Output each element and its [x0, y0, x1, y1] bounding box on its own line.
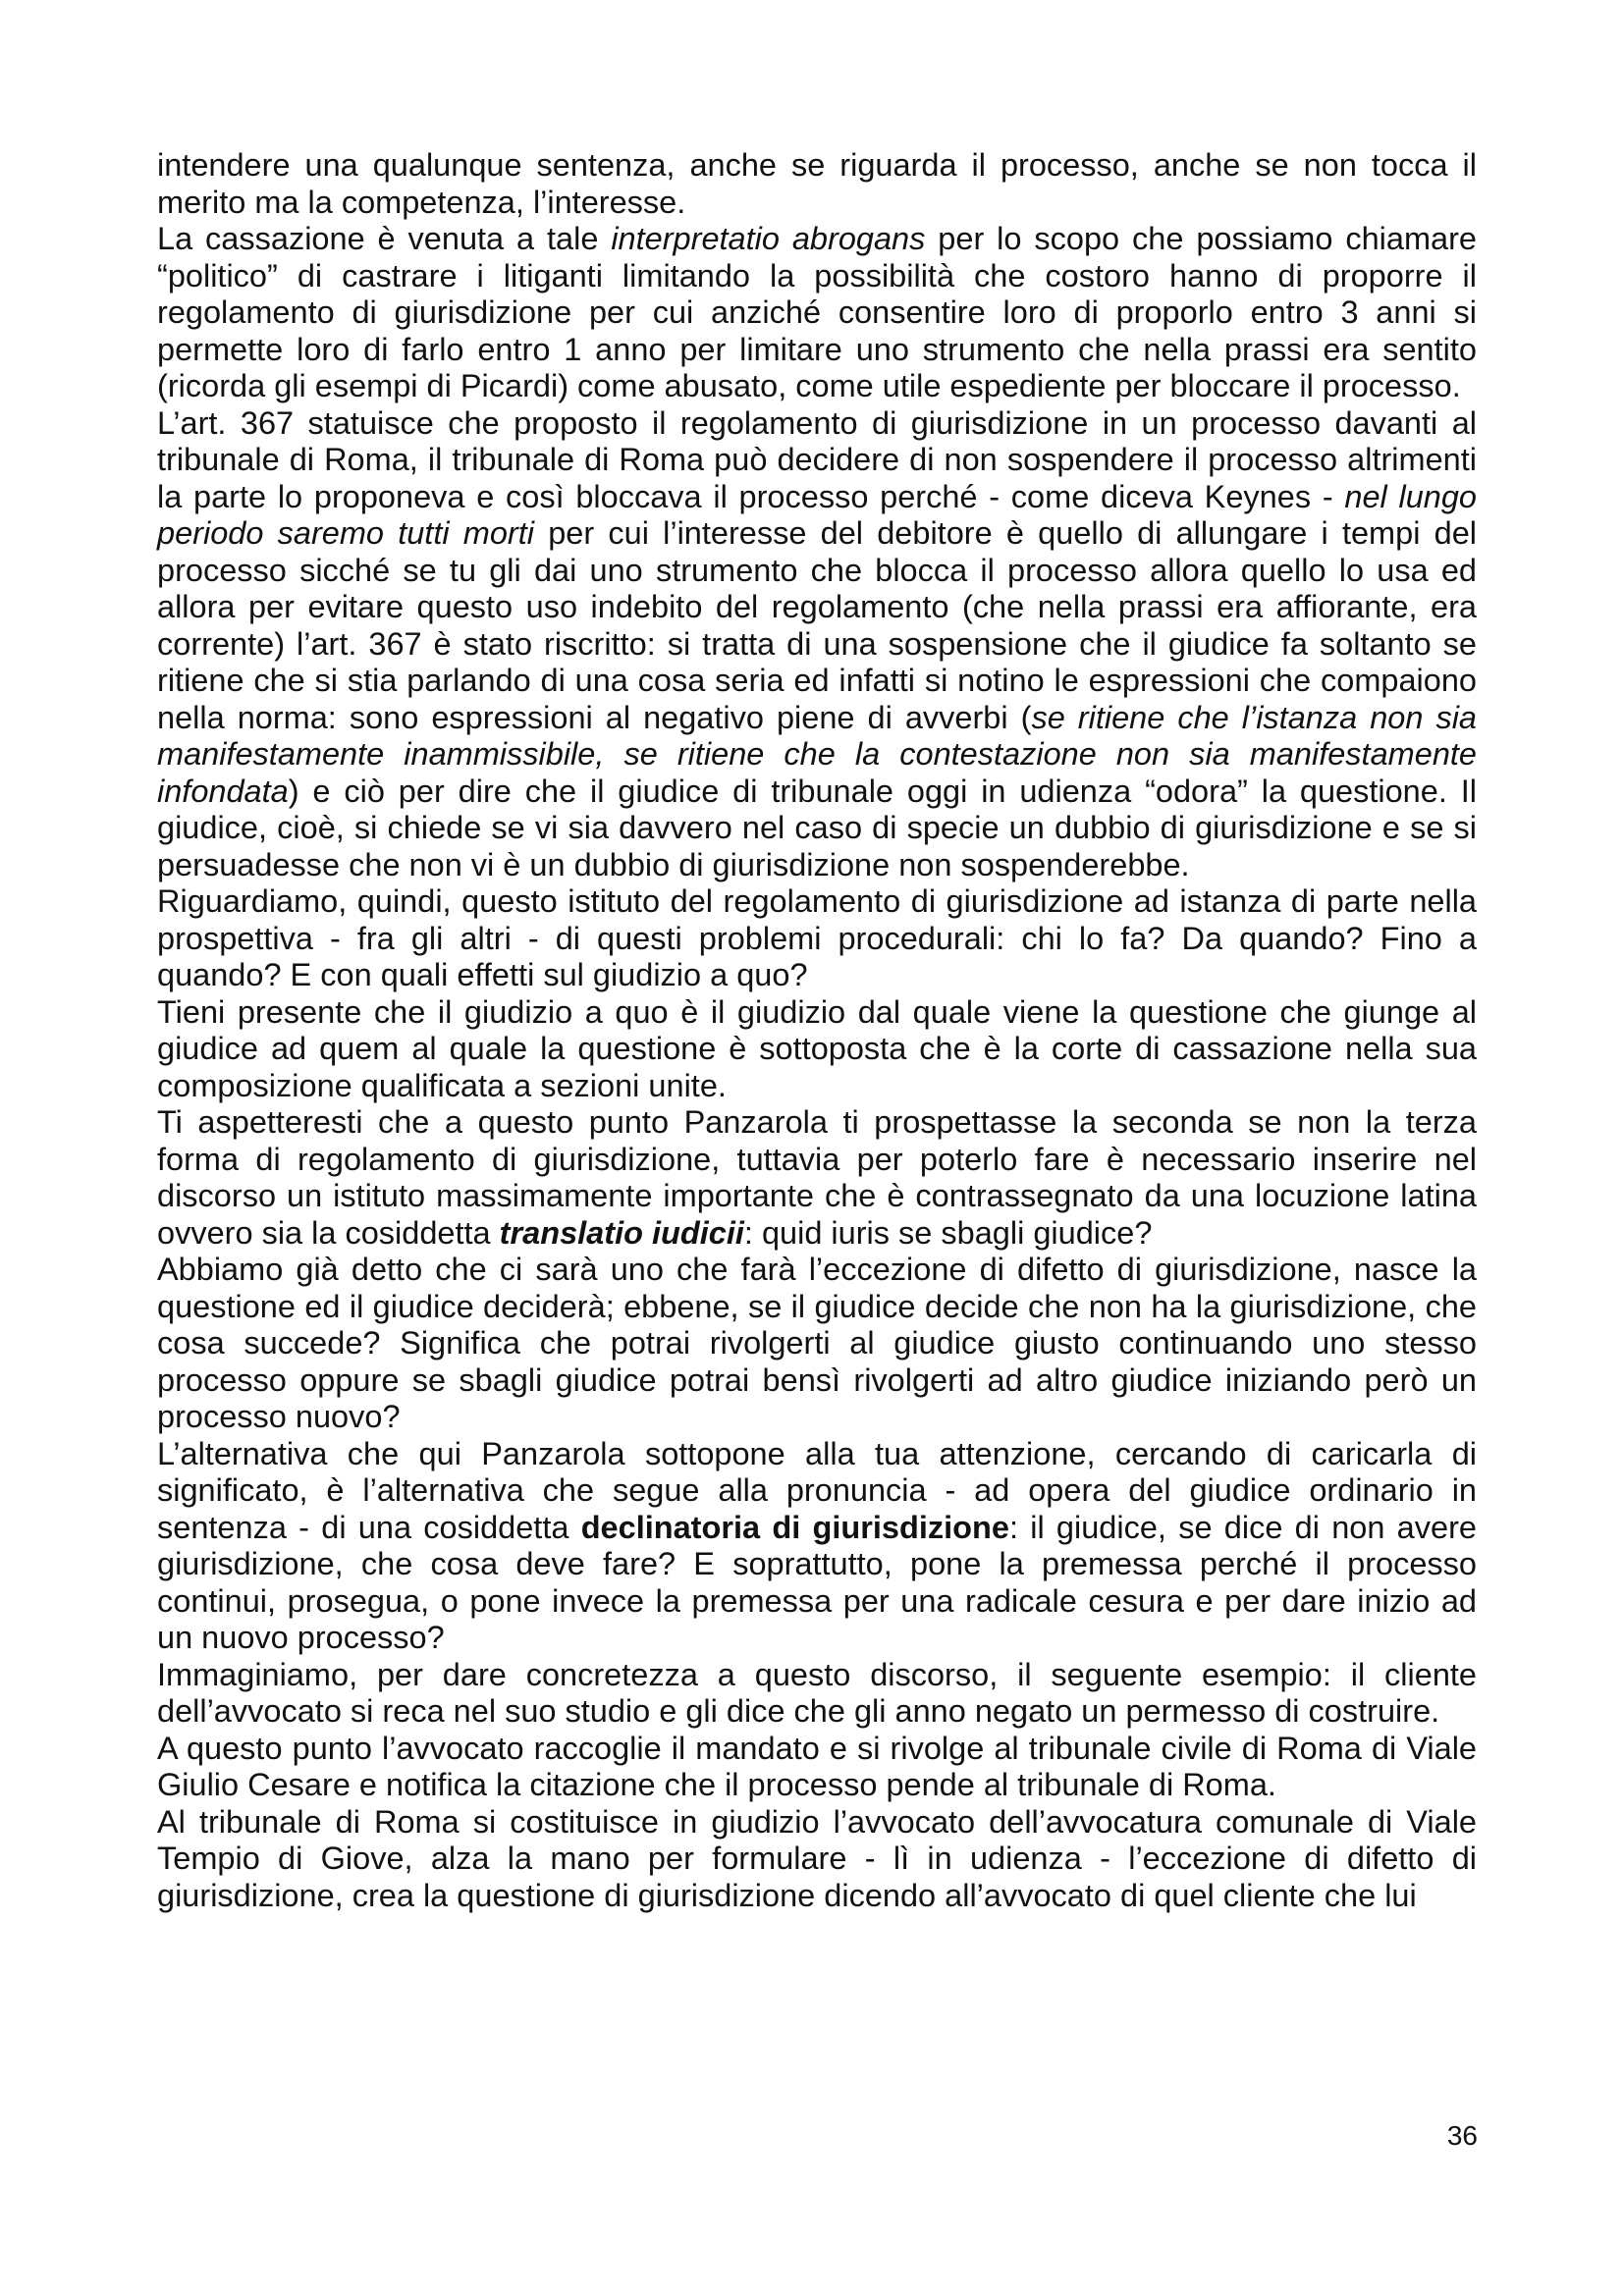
paragraph-translatio-iudicii [157, 1104, 1477, 1252]
text-run: intendere una qualunque sentenza, anche se riguarda il processo, anche se non tocca il merito ma la competenza, l’interesse. [157, 147, 1477, 220]
text-run: L’alternativa che qui Panzarola sottopone alla tua attenzione, cercando di caricarla di significato, è l’alternativa che segue alla pronuncia - ad opera del giudice ordinario in sentenza - di una cosiddetta [157, 1435, 1477, 1545]
italic-phrase: nel lungo periodo saremo tutti morti [157, 478, 1477, 551]
paragraph-avvocatura-comunale [157, 1804, 1477, 1915]
text-run: : quid iuris se sbagli giudice? [743, 1214, 1153, 1251]
text-run: : il giudice, se dice di non avere giurisdizione, che cosa deve fare? E soprattutto, pone la premessa perché il processo continui, prosegua, o pone invece la premessa per una radicale cesura e per dare inizio ad un nuovo processo? [157, 1509, 1477, 1655]
paragraph-art-367 [157, 405, 1477, 884]
paragraph-procedural-questions [157, 883, 1477, 994]
text-run: Immaginiamo, per dare concretezza a questo discorso, il seguente esempio: il cliente dell’avvocato si reca nel suo studio e gli dice che gli anno negato un permesso di costruire. [157, 1656, 1477, 1729]
paragraph-continuation [157, 147, 1477, 221]
text-run: Riguardiamo, quindi, questo istituto del regolamento di giurisdizione ad istanza di parte nella prospettiva - fra gli altri - di questi problemi procedurali: chi lo fa? Da quando? Fino a quando? E con quali effetti sul giudizio a quo? [157, 883, 1477, 992]
text-run: Al tribunale di Roma si costituisce in giudizio l’avvocato dell’avvocatura comunale di Viale Tempio di Giove, alza la mano per formulare - lì in udienza - l’eccezione di difetto di giurisdizione, crea la questione di giurisdizione dicendo all’avvocato di quel cliente che lui [157, 1803, 1477, 1913]
text-run: La cassazione è venuta a tale [157, 221, 612, 256]
text-run: Ti aspetteresti che a questo punto Panzarola ti prospettasse la seconda se non la terza forma di regolamento di giurisdizione, tuttavia per poterlo fare è necessario inserire nel discorso un istituto massimamente importante che è contrassegnato da una locuzione latina ovvero sia la cosiddetta [157, 1104, 1477, 1251]
paragraph-esempio [157, 1657, 1477, 1731]
text-run: per cui l’interesse del debitore è quello di allungare i tempi del processo sicché se tu gli dai uno strumento che blocca il processo allora quello lo usa ed allora per evitare questo uso indebito del regolamento (che nella prassi era affiorante, era corrente) l’art. 367 è stato riscritto: si tratta di una sospensione che il giudice fa soltanto se ritiene che si stia parlando di una cosa seria ed infatti si notino le espressioni che compaiono nella norma: sono espressioni al negativo piene di avverbi ( [157, 515, 1477, 735]
italic-phrase: se ritiene che l’istanza non sia manifestamente inammissibile, se ritiene che la contestazione non sia manifestamente infondata [157, 699, 1477, 809]
page-number: 36 [1446, 2120, 1478, 2151]
document-body [157, 147, 1477, 1914]
text-run: per lo scopo che possiamo chiamare “politico” di castrare i litiganti limitando la possibilità che costoro hanno di proporre il regolamento di giurisdizione per cui anziché consentire loro di proporlo entro 3 anni si permette loro di farlo entro 1 anno per limitare uno strumento che nella prassi era sentito (ricorda gli esempi di Picardi) come abusato, come utile espediente per bloccare il processo. [157, 221, 1477, 403]
italic-phrase: interpretatio abrogans [611, 221, 926, 256]
text-run: A questo punto l’avvocato raccoglie il mandato e si rivolge al tribunale civile di Roma di Viale Giulio Cesare e notifica la citazione che il processo pende al tribunale di Roma. [157, 1730, 1477, 1802]
text-run: Tieni presente che il giudizio a quo è il giudizio dal quale viene la questione che giunge al giudice ad quem al quale la questione è sottoposta che è la corte di cassazione nella sua composizione qualificata a sezioni unite. [157, 993, 1477, 1103]
paragraph-giudizio-a-quo [157, 994, 1477, 1105]
bold-italic-term: translatio iudicii [499, 1214, 744, 1251]
paragraph-interpretatio-abrogans [157, 221, 1477, 405]
text-run: L’art. 367 statuisce che proposto il regolamento di giurisdizione in un processo davanti al tribunale di Roma, il tribunale di Roma può decidere di non sospendere il processo altrimenti la parte lo proponeva e così bloccava il processo perché - come diceva Keynes - [157, 404, 1477, 514]
paragraph-mandato [157, 1731, 1477, 1804]
paragraph-declinatoria [157, 1436, 1477, 1657]
bold-term: declinatoria di giurisdizione [580, 1509, 1009, 1545]
paragraph-difetto-giurisdizione [157, 1252, 1477, 1436]
text-run: Abbiamo già detto che ci sarà uno che farà l’eccezione di difetto di giurisdizione, nasce la questione ed il giudice deciderà; ebbene, se il giudice decide che non ha la giurisdizione, che cosa succede? Significa che potrai rivolgerti al giudice giusto continuando uno stesso processo oppure se sbagli giudice potrai bensì rivolgerti ad altro giudice iniziando però un processo nuovo? [157, 1252, 1477, 1434]
text-run: ) e ciò per dire che il giudice di tribunale oggi in udienza “odora” la questione. Il giudice, cioè, si chiede se vi sia davvero nel caso di specie un dubbio di giurisdizione e se si persuadesse che non vi è un dubbio di giurisdizione non sospenderebbe. [157, 773, 1477, 882]
